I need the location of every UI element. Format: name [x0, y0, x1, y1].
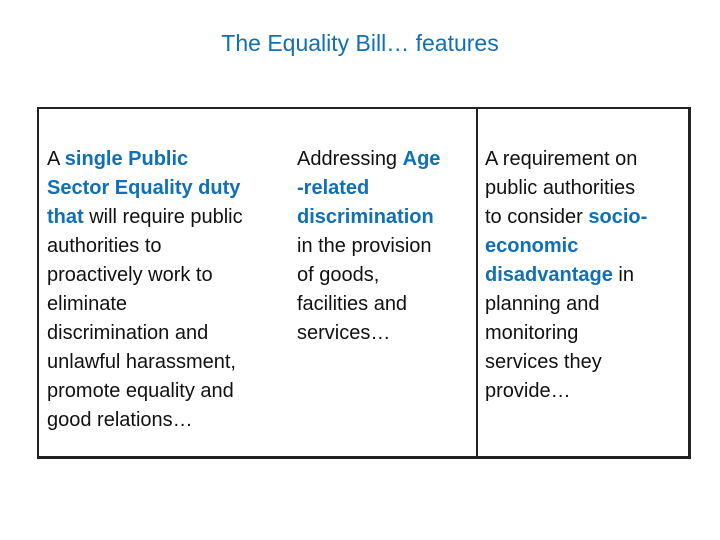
- body-text: proactively work to: [47, 264, 213, 286]
- body-text: authorities to: [47, 235, 162, 257]
- body-text: of goods,: [297, 264, 380, 286]
- body-text: provide…: [485, 380, 571, 402]
- text-line: [485, 377, 688, 406]
- text-line: [47, 348, 289, 377]
- body-text: in: [612, 264, 634, 286]
- text-line: [47, 261, 289, 290]
- slide-title: The Equality Bill… features: [221, 30, 499, 56]
- body-text: A: [47, 148, 65, 170]
- text-line: [297, 290, 476, 319]
- text-line: [485, 290, 688, 319]
- text-line: [47, 319, 289, 348]
- text-line: [485, 232, 688, 261]
- text-line: [297, 261, 476, 290]
- text-line: [47, 377, 289, 406]
- text-line: [297, 319, 476, 348]
- body-text: facilities and: [297, 293, 408, 315]
- feature-column-socio-economic: [478, 109, 688, 456]
- text-line: [47, 174, 289, 203]
- feature-column-age-discrimination: [289, 109, 478, 456]
- body-text: good relations…: [47, 409, 193, 431]
- body-text: Addressing: [297, 148, 403, 170]
- body-text: services they: [485, 351, 602, 373]
- body-text: A requirement on: [485, 148, 638, 170]
- text-line: [47, 145, 289, 174]
- text-line: [297, 232, 476, 261]
- emphasis-text: single Public: [64, 148, 189, 170]
- body-text: promote equality and: [47, 380, 234, 402]
- text-line: [485, 348, 688, 377]
- emphasis-text: discrimination: [297, 206, 434, 228]
- emphasis-text: Age: [402, 148, 441, 170]
- body-text: planning and: [485, 293, 600, 315]
- body-text: eliminate: [47, 293, 128, 315]
- body-text: discrimination and: [47, 322, 209, 344]
- body-text: monitoring: [485, 322, 579, 344]
- text-line: [485, 174, 688, 203]
- text-line: [47, 406, 289, 435]
- text-line: [297, 174, 476, 203]
- emphasis-text: that: [47, 206, 84, 228]
- feature-column-public-sector-duty: [39, 109, 289, 456]
- emphasis-text: socio-: [588, 206, 648, 228]
- text-line: [485, 319, 688, 348]
- emphasis-text: -related: [297, 177, 370, 199]
- features-panel: [37, 107, 691, 459]
- text-line: [485, 261, 688, 290]
- text-line: [47, 290, 289, 319]
- text-line: [485, 203, 688, 232]
- body-text: unlawful harassment,: [47, 351, 236, 373]
- body-text: services…: [297, 322, 391, 344]
- text-line: [47, 203, 289, 232]
- text-line: [47, 232, 289, 261]
- body-text: public authorities: [485, 177, 636, 199]
- emphasis-text: disadvantage: [485, 264, 613, 286]
- emphasis-text: Sector Equality duty: [47, 177, 241, 199]
- emphasis-text: economic: [485, 235, 579, 257]
- body-text: to consider: [485, 206, 589, 228]
- body-text: in the provision: [297, 235, 432, 257]
- text-line: [297, 203, 476, 232]
- body-text: will require public: [83, 206, 243, 228]
- text-line: [485, 145, 688, 174]
- text-line: [297, 145, 476, 174]
